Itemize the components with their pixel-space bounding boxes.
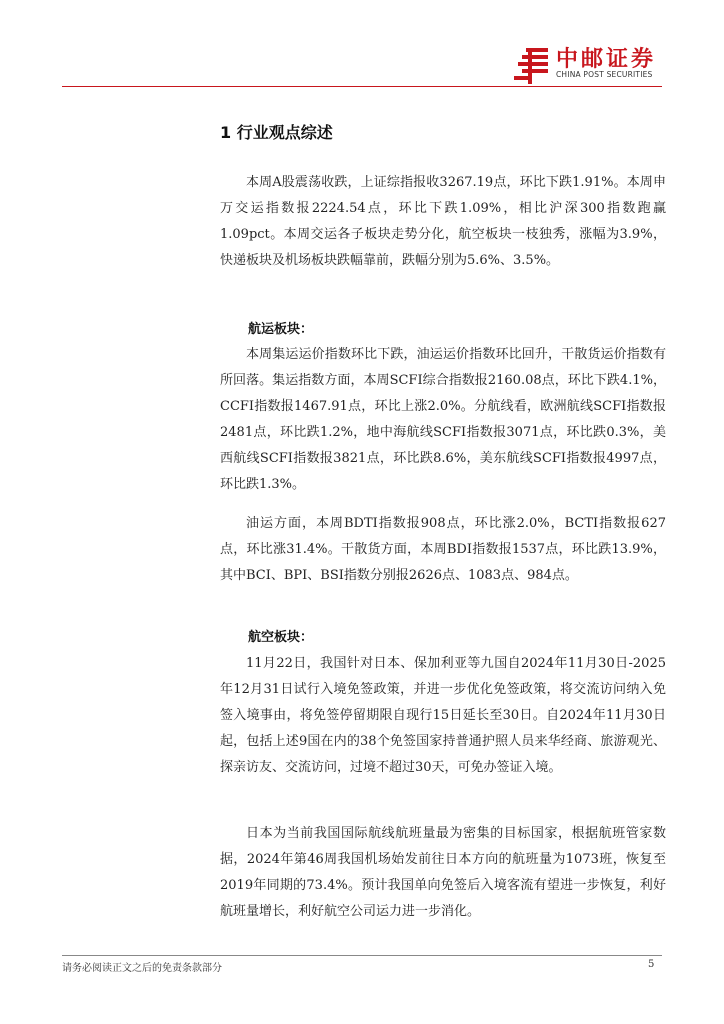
overview-paragraph: 本周A股震荡收跌，上证综指报收3267.19点，环比下跌1.91%。本周申万交运指数报2224.54点，环比下跌1.09%，相比沪深300指数跑赢1.09pct。本周交运各子板块走势分化，航空板块一枝独秀，涨幅为3.9%，快递板块及机场板块跌幅靠前，跌幅分别为5.6%、3.5%。 bbox=[220, 175, 666, 268]
brand-name-en: CHINA POST SECURITIES bbox=[556, 70, 653, 79]
china-post-logo-icon bbox=[512, 46, 552, 86]
page-number: 5 bbox=[648, 959, 655, 970]
shipping-heading: 航运板块： bbox=[248, 322, 314, 337]
aviation-japan-paragraph: 日本为当前我国国际航线航班量最为密集的目标国家，根据航班管家数据，2024年第46周我国机场始发前往日本方向的航班量为1073班，恢复至2019年同期的73.4%。预计我国单向免签后入境客流有望进一步恢复，利好航班量增长，利好航空公司运力进一步消化。 bbox=[220, 826, 666, 919]
shipping-oil-bulk-paragraph: 油运方面，本周BDTI指数报908点，环比涨2.0%，BCTI指数报627点，环比涨31.4%。干散货方面，本周BDI指数报1537点，环比跌13.9%，其中BCI、BPI、BSI指数分别报2626点、1083点、984点。 bbox=[220, 516, 666, 583]
brand-name-cn: 中邮证券 bbox=[556, 47, 657, 72]
aviation-heading: 航空板块： bbox=[248, 630, 314, 645]
shipping-container-paragraph: 本周集运运价指数环比下跌，油运运价指数环比回升，干散货运价指数有所回落。集运指数方面，本周SCFI综合指数报2160.08点，环比下跌4.1%，CCFI指数报1467.91点，环比上涨2.0%。分航线看，欧洲航线SCFI指数报2481点，环比跌1.2%，地中海航线SCFI指数报3071点，环比跌0.3%，美西航线SCFI指数报3821点，环比跌8.6%，美东航线SCFI指数报4997点，环比跌1.3%。 bbox=[220, 347, 666, 492]
brand-logo bbox=[512, 40, 672, 90]
aviation-visa-paragraph: 11月22日，我国针对日本、保加利亚等九国自2024年11月30日-2025年12月31日试行入境免签政策，并进一步优化免签政策，将交流访问纳入免签入境事由，将免签停留期限自现行15日延长至30日。自2024年11月30日起，包括上述9国在内的38个免签国家持普通护照人员来华经商、旅游观光、探亲访友、交流访问，过境不超过30天，可免办签证入境。 bbox=[220, 656, 666, 775]
header-divider bbox=[62, 86, 662, 87]
footer-divider bbox=[62, 955, 662, 956]
footer-disclaimer: 请务必阅读正文之后的免责条款部分 bbox=[62, 963, 222, 974]
section-title: 1 行业观点综述 bbox=[220, 123, 333, 142]
